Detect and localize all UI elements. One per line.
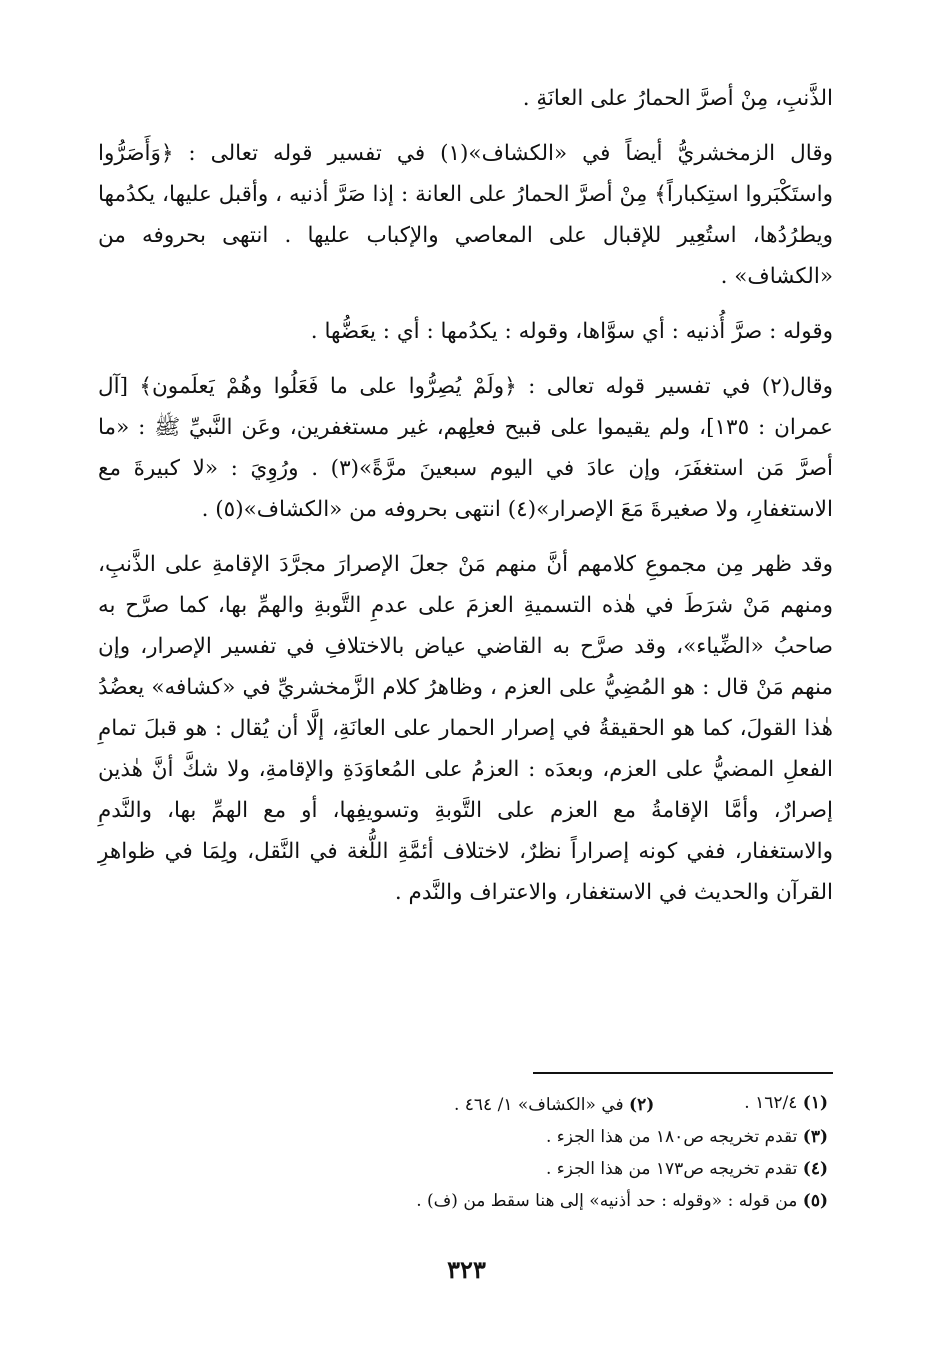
paragraph-2: وقال الزمخشريُّ أيضاً في «الكشاف»(١) في تفسير قوله تعالى : ﴿وَأَصَرُّوا واستَكْبَروا استِكباراً﴾ مِنْ أصرَّ الحمارُ على العانة : إذا صَرَّ أذنيه ، وأقبل عليها، يكدُمها ويطرُدُها، استُعِير للإقبال على المعاصي والإكباب عليها . انتهى بحروفه من «الكشاف» .: [98, 141, 833, 289]
footnote-2: [454, 1090, 654, 1120]
paragraph-3: وقوله : صرَّ أُذنيه : أي سوَّاها، وقوله : يكدُمها : أي : يعَضُّها .: [310, 319, 833, 344]
footnote-text: تقدم تخريجه ص١٨٠ من هذا الجزء .: [545, 1127, 798, 1147]
paragraph-4: وقال(٢) في تفسير قوله تعالى : ﴿ولَمْ يُصِرُّوا على ما فَعَلُوا وهُمْ يَعلَمون﴾ [آل عمران : ١٣٥]، ولم يقيموا على قبيح فعلِهم، غير مستغفرين، وعَن النَّبيِّ ﷺ : «ما أصرَّ مَن استغفَرَ، وإن عادَ في اليوم سبعينَ مرَّةً»(٣) . ورُوِيَ : «لا كبيرةَ مع الاستغفارِ، ولا صغيرةَ مَعَ الإصرار»(٤) انتهى بحروفه من «الكشاف»(٥) .: [98, 374, 834, 522]
footnote-text: ١٦٢/٤ .: [744, 1093, 798, 1113]
footnote-text: في «الكشاف» ١/ ٤٦٤ .: [453, 1095, 624, 1115]
paragraph-5: وقد ظهر مِن مجموعِ كلامهم أنَّ منهم مَنْ جعلَ الإصرارَ مجرَّدَ الإقامةِ على الذَّنبِ، ومنهم مَنْ شرَطَ في هٰذه التسميةِ العزمَ على عدمِ التَّوبةِ والهمِّ بها، كما صرَّح به صاحبُ «الضِّياء»، وقد صرَّح به القاضي عياض بالاختلافِ في تفسير الإصرار، وإن منهم مَنْ قال : هو المُضِيُّ على العزم ، وظاهرُ كلام الزَّمخشريِّ في «كشافه» يعضُدُ هٰذا القولَ، كما هو الحقيقةُ في إصرار الحمار على العانَةِ، إلَّا أن يُقال : هو قبلَ تمامِ الفعلِ المضيُّ على العزم، وبعدَه : العزمُ على المُعاوَدَةِ والإقامةِ، ولا شكَّ أنَّ هٰذين إصرارٌ، وأمَّا الإقامةُ مع العزم على التَّوبةِ وتسويفِها، أو مع الهمِّ بها، والنَّدمِ والاستغفار، ففي كونه إصراراً نظرٌ، لاختلاف أئمَّةِ اللُّغة في النَّقل، ولِمَا في ظواهرِ القرآن والحديث في الاستغفار، والاعتراف والنَّدم .: [98, 552, 833, 905]
footnote-3: [128, 1122, 828, 1152]
footnotes: [128, 1088, 828, 1216]
main-text: [98, 78, 833, 913]
page-number: ٣٢٣: [447, 1255, 486, 1284]
footnote-text: تقدم تخريجه ص١٧٣ من هذا الجزء .: [545, 1159, 798, 1179]
footnote-number: (٣): [802, 1127, 828, 1147]
footnote-text: من قوله : «وقوله : حد أذنيه» إلى هنا سقط من (ف) .: [416, 1191, 798, 1211]
footnote-number: (١): [802, 1093, 828, 1113]
footnote-number: (٢): [629, 1095, 655, 1115]
footnote-number: (٤): [802, 1159, 828, 1179]
footnote-1: [744, 1088, 828, 1120]
paragraph-1: الذَّنبِ، مِنْ أصرَّ الحمارُ على العانَةِ .: [522, 86, 833, 111]
footnote-5: [128, 1186, 828, 1216]
footnote-4: [128, 1154, 828, 1184]
footnote-separator: [533, 1072, 833, 1074]
footnote-row: [128, 1088, 828, 1120]
footnote-number: (٥): [802, 1191, 828, 1211]
